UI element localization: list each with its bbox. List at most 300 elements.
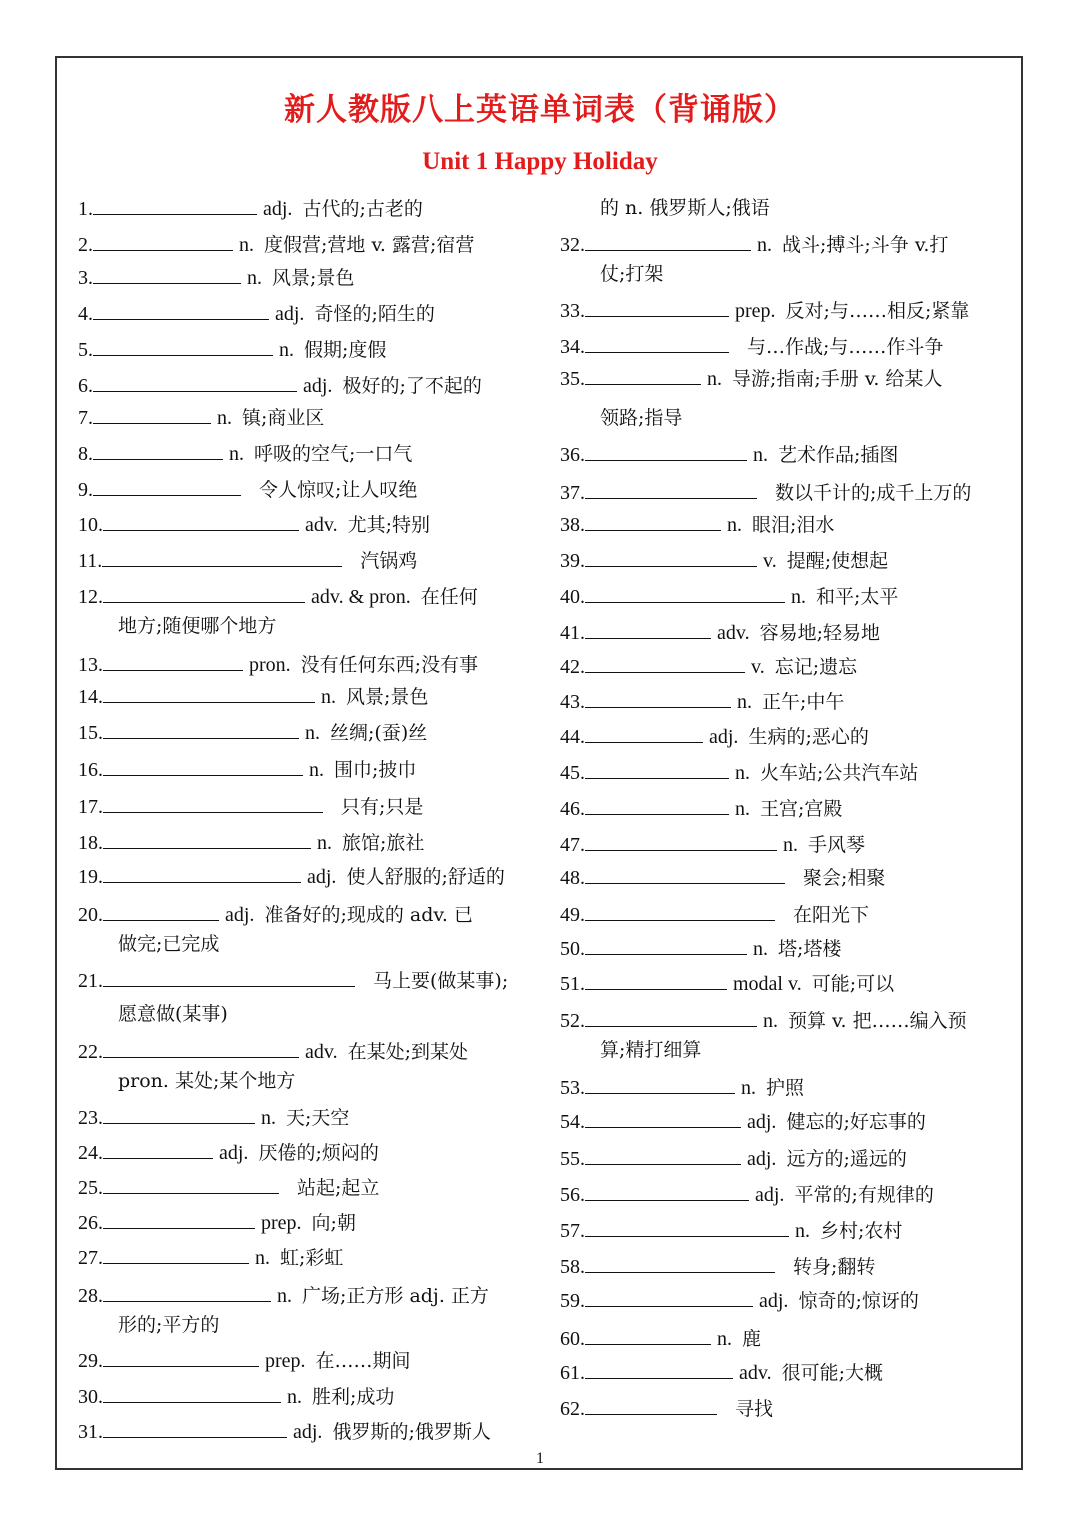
vocab-item [560, 902, 869, 927]
item-number: 48. [560, 867, 585, 889]
answer-blank[interactable] [585, 366, 701, 385]
definition: 广场;正方形 adj. 正方 [302, 1285, 489, 1307]
item-number: 23. [78, 1107, 103, 1129]
item-number: 11. [78, 550, 103, 572]
answer-blank[interactable] [585, 1326, 711, 1345]
vocab-item [560, 232, 948, 257]
definition: 准备好的;现成的 adv. 已 [264, 904, 473, 926]
part-of-speech: adj. [759, 1290, 789, 1312]
item-number: 33. [560, 300, 585, 322]
answer-blank[interactable] [585, 480, 757, 499]
answer-blank[interactable] [585, 1218, 789, 1237]
vocab-item [560, 548, 888, 573]
part-of-speech: n. [305, 722, 320, 744]
item-number: 42. [560, 656, 585, 678]
definition: 聚会;相聚 [803, 867, 886, 889]
part-of-speech: n. [287, 1386, 302, 1408]
definition: 导游;指南;手册 v. 给某人 [732, 368, 943, 390]
part-of-speech: adv. & pron. [311, 586, 411, 608]
item-number: 34. [560, 336, 585, 358]
vocab-item [78, 196, 423, 221]
definition: 奇怪的;陌生的 [314, 303, 435, 325]
definition: 和平;太平 [816, 586, 899, 608]
item-number: 60. [560, 1328, 585, 1350]
vocab-item [560, 298, 969, 323]
part-of-speech: prep. [261, 1212, 302, 1234]
vocab-item [560, 1218, 902, 1243]
vocab-item [560, 724, 869, 749]
answer-blank[interactable] [585, 1254, 775, 1273]
definition: 乡村;农村 [820, 1220, 903, 1242]
item-number: 62. [560, 1398, 585, 1420]
definition: 护照 [766, 1077, 805, 1099]
answer-blank[interactable] [585, 832, 777, 851]
part-of-speech: n. [255, 1247, 270, 1269]
part-of-speech: n. [321, 686, 336, 708]
answer-blank[interactable] [585, 442, 747, 461]
part-of-speech: prep. [735, 300, 776, 322]
item-number: 25. [78, 1177, 103, 1199]
vocab-item [78, 1384, 394, 1409]
definition: 度假营;营地 v. 露营;宿营 [264, 234, 475, 256]
definition: 提醒;使想起 [786, 550, 889, 572]
vocab-item [560, 334, 943, 359]
definition: 王宫;宫殿 [760, 798, 843, 820]
answer-blank[interactable] [585, 796, 729, 815]
definition: 容易地;轻易地 [759, 622, 880, 644]
definition: 眼泪;泪水 [752, 514, 835, 536]
vocab-item [78, 1245, 343, 1270]
vocab-item [560, 796, 842, 821]
definition: 正午;中午 [762, 691, 845, 713]
definition: 虹;彩虹 [280, 1247, 344, 1269]
definition: 在某处;到某处 [347, 1041, 468, 1063]
part-of-speech: n. [309, 759, 324, 781]
answer-blank[interactable] [585, 724, 703, 743]
definition: 预算 v. 把……编入预 [788, 1010, 967, 1032]
vocab-item [560, 480, 971, 505]
page-number: 1 [536, 1450, 544, 1467]
vocab-item [560, 1109, 926, 1134]
answer-blank[interactable] [103, 584, 305, 603]
vocab-item [78, 548, 417, 573]
item-number: 28. [78, 1285, 103, 1307]
answer-blank[interactable] [585, 1075, 735, 1094]
vocab-item [560, 1360, 883, 1385]
answer-blank[interactable] [585, 298, 729, 317]
definition: 令人惊叹;让人叹绝 [259, 479, 418, 501]
answer-blank[interactable] [103, 902, 219, 921]
item-number: 30. [78, 1386, 103, 1408]
answer-blank[interactable] [93, 337, 273, 356]
part-of-speech: n. [757, 234, 772, 256]
answer-blank[interactable] [585, 1146, 741, 1165]
part-of-speech: n. [717, 1328, 732, 1350]
vocab-item [78, 373, 482, 398]
answer-blank[interactable] [93, 373, 297, 392]
definition: 很可能;大概 [781, 1362, 883, 1384]
answer-blank[interactable] [103, 1039, 299, 1058]
definition: 极好的;了不起的 [342, 375, 482, 397]
part-of-speech: adj. [293, 1421, 323, 1443]
definition: 古代的;古老的 [302, 198, 423, 220]
part-of-speech: modal v. [733, 973, 802, 995]
definition-continued: 领路;指导 [600, 407, 683, 429]
part-of-speech: n. [763, 1010, 778, 1032]
vocab-item [78, 1105, 349, 1130]
definition: 旅馆;旅社 [342, 832, 425, 854]
item-number: 57. [560, 1220, 585, 1242]
definition-continued: 愿意做(某事) [118, 1003, 228, 1025]
part-of-speech: adj. [263, 198, 293, 220]
vocab-item [78, 830, 424, 855]
definition: 使人舒服的;舒适的 [346, 866, 505, 888]
answer-blank[interactable] [103, 757, 303, 776]
definition: 数以千计的;成千上万的 [775, 482, 972, 504]
page-title: 新人教版八上英语单词表（背诵版） [284, 92, 796, 128]
answer-blank[interactable] [585, 232, 751, 251]
answer-blank[interactable] [93, 301, 269, 320]
item-number: 4. [78, 303, 93, 325]
part-of-speech: adj. [303, 375, 333, 397]
vocab-item [78, 301, 435, 326]
part-of-speech: n. [727, 514, 742, 536]
vocab-item [78, 1039, 468, 1064]
part-of-speech: adv. [305, 514, 338, 536]
answer-blank[interactable] [103, 1419, 287, 1438]
item-number: 6. [78, 375, 93, 397]
answer-blank[interactable] [103, 1105, 255, 1124]
answer-blank[interactable] [93, 265, 241, 284]
definition: 与…作战;与……作斗争 [747, 336, 944, 358]
vocab-item [78, 652, 478, 677]
definition: 丝绸;(蚕)丝 [330, 722, 428, 744]
answer-blank[interactable] [103, 1348, 259, 1367]
definition: 忘记;遗忘 [774, 656, 858, 678]
part-of-speech: adj. [219, 1142, 249, 1164]
part-of-speech: n. [753, 938, 768, 960]
definition: 风景;景色 [272, 267, 355, 289]
definition: 天;天空 [286, 1107, 350, 1129]
answer-blank[interactable] [103, 830, 311, 849]
item-number: 29. [78, 1350, 103, 1372]
item-number: 7. [78, 407, 93, 429]
item-number: 38. [560, 514, 585, 536]
answer-blank[interactable] [585, 689, 731, 708]
part-of-speech: n. [239, 234, 254, 256]
definition: 假期;度假 [304, 339, 387, 361]
vocab-item [560, 865, 885, 890]
part-of-speech: adj. [307, 866, 337, 888]
part-of-speech: adv. [305, 1041, 338, 1063]
definition: 向;朝 [311, 1212, 356, 1234]
answer-blank[interactable] [93, 405, 211, 424]
definition: 塔;塔楼 [778, 938, 842, 960]
definition: 转身;翻转 [793, 1256, 876, 1278]
answer-blank[interactable] [585, 654, 745, 673]
part-of-speech: n. [791, 586, 806, 608]
definition: 呼吸的空气;一口气 [254, 443, 413, 465]
part-of-speech: n. [707, 368, 722, 390]
item-number: 31. [78, 1421, 103, 1443]
answer-blank[interactable] [585, 865, 785, 884]
part-of-speech: n. [217, 407, 232, 429]
item-number: 35. [560, 368, 585, 390]
item-number: 21. [78, 970, 103, 992]
part-of-speech: adj. [709, 726, 739, 748]
part-of-speech: adj. [747, 1111, 777, 1133]
vocab-item [560, 1326, 761, 1351]
vocab-item [560, 512, 834, 537]
item-number: 15. [78, 722, 103, 744]
answer-blank[interactable] [103, 684, 315, 703]
vocab-item [78, 1419, 491, 1444]
vocab-item [560, 654, 857, 679]
definition-continued: 算;精打细算 [600, 1039, 702, 1061]
definition: 在任何 [420, 586, 478, 608]
vocab-item [78, 232, 474, 257]
item-number: 13. [78, 654, 103, 676]
answer-blank[interactable] [585, 1008, 757, 1027]
definition-continued: 做完;已完成 [118, 933, 220, 955]
answer-blank[interactable] [102, 548, 342, 567]
vocab-item [560, 936, 841, 961]
answer-blank[interactable] [585, 548, 757, 567]
item-number: 46. [560, 798, 585, 820]
item-number: 16. [78, 759, 103, 781]
answer-blank[interactable] [585, 584, 785, 603]
answer-blank[interactable] [93, 477, 241, 496]
part-of-speech: pron. [249, 654, 291, 676]
answer-blank[interactable] [103, 1283, 271, 1302]
item-number: 54. [560, 1111, 585, 1133]
vocab-item [560, 1146, 907, 1171]
item-number: 37. [560, 482, 585, 504]
answer-blank[interactable] [585, 1396, 717, 1415]
definition: 战斗;搏斗;斗争 v.打 [782, 234, 949, 256]
answer-blank[interactable] [93, 196, 257, 215]
definition: 汽锅鸡 [360, 550, 418, 572]
answer-blank[interactable] [103, 1384, 281, 1403]
definition: 站起;起立 [297, 1177, 380, 1199]
definition: 的 n. 俄罗斯人;俄语 [600, 197, 770, 219]
item-number: 59. [560, 1290, 585, 1312]
definition: 可能;可以 [811, 973, 895, 995]
vocab-item [78, 1175, 379, 1200]
item-number: 58. [560, 1256, 585, 1278]
part-of-speech: n. [229, 443, 244, 465]
item-number: 14. [78, 686, 103, 708]
item-number: 52. [560, 1010, 585, 1032]
vocab-item [78, 512, 430, 537]
item-number: 47. [560, 834, 585, 856]
definition: 生病的;恶心的 [748, 726, 869, 748]
item-number: 32. [560, 234, 585, 256]
answer-blank[interactable] [103, 720, 299, 739]
definition: 平常的;有规律的 [794, 1184, 934, 1206]
definition: 鹿 [742, 1328, 762, 1350]
definition: 尤其;特别 [347, 514, 430, 536]
vocab-item [560, 366, 942, 391]
item-number: 49. [560, 904, 585, 926]
item-number: 27. [78, 1247, 103, 1269]
answer-blank[interactable] [585, 971, 727, 990]
definition: 风景;景色 [346, 686, 429, 708]
vocab-item [78, 1348, 411, 1373]
item-number: 8. [78, 443, 93, 465]
vocab-item [78, 441, 412, 466]
answer-blank[interactable] [585, 1182, 749, 1201]
part-of-speech: adv. [739, 1362, 772, 1384]
vocab-item [78, 757, 416, 782]
part-of-speech: n. [741, 1077, 756, 1099]
item-number: 20. [78, 904, 103, 926]
vocab-item [78, 968, 508, 993]
vocab-item [78, 1283, 489, 1308]
unit-heading: Unit 1 Happy Holiday [422, 148, 658, 175]
part-of-speech: adj. [275, 303, 305, 325]
part-of-speech: v. [751, 656, 765, 678]
part-of-speech: n. [317, 832, 332, 854]
part-of-speech: adj. [755, 1184, 785, 1206]
definition: 惊奇的;惊讶的 [798, 1290, 919, 1312]
vocab-item [78, 405, 324, 430]
answer-blank[interactable] [585, 760, 729, 779]
definition: 马上要(做某事); [373, 970, 509, 992]
part-of-speech: n. [277, 1285, 292, 1307]
definition: 寻找 [735, 1398, 774, 1420]
vocab-item [560, 1008, 967, 1033]
item-number: 39. [560, 550, 585, 572]
answer-blank[interactable] [93, 441, 223, 460]
part-of-speech: n. [261, 1107, 276, 1129]
answer-blank[interactable] [103, 864, 301, 883]
item-number: 26. [78, 1212, 103, 1234]
vocab-item [560, 1075, 804, 1100]
definition: 镇;商业区 [242, 407, 325, 429]
vocab-item [78, 477, 417, 502]
vocab-item [78, 794, 423, 819]
item-number: 43. [560, 691, 585, 713]
answer-blank[interactable] [103, 968, 355, 987]
item-number: 3. [78, 267, 93, 289]
part-of-speech: n. [783, 834, 798, 856]
definition: 艺术作品;插图 [778, 444, 899, 466]
answer-blank[interactable] [585, 936, 747, 955]
answer-blank[interactable] [585, 902, 775, 921]
definition: 远方的;遥远的 [786, 1148, 907, 1170]
answer-blank[interactable] [585, 334, 729, 353]
answer-blank[interactable] [103, 794, 323, 813]
vocab-item [78, 864, 505, 889]
vocab-item [560, 760, 918, 785]
answer-blank[interactable] [585, 620, 711, 639]
item-number: 36. [560, 444, 585, 466]
answer-blank[interactable] [103, 652, 243, 671]
answer-blank[interactable] [103, 1140, 213, 1159]
definition: 厌倦的;烦闷的 [258, 1142, 379, 1164]
item-number: 19. [78, 866, 103, 888]
answer-blank[interactable] [585, 1288, 753, 1307]
vocab-item [78, 265, 354, 290]
definition: 健忘的;好忘事的 [786, 1111, 926, 1133]
part-of-speech: n. [753, 444, 768, 466]
answer-blank[interactable] [103, 1175, 279, 1194]
item-number: 9. [78, 479, 93, 501]
item-number: 5. [78, 339, 93, 361]
part-of-speech: n. [735, 798, 750, 820]
vocab-item [78, 1210, 356, 1235]
item-number: 22. [78, 1041, 103, 1063]
definition: 反对;与……相反;紧靠 [785, 300, 970, 322]
definition-continued: 地方;随便哪个地方 [118, 615, 277, 637]
definition: 俄罗斯的;俄罗斯人 [332, 1421, 491, 1443]
item-number: 24. [78, 1142, 103, 1164]
definition-continued: pron. 某处;某个地方 [118, 1070, 296, 1092]
definition-continued: 仗;打架 [600, 263, 664, 285]
definition: 在……期间 [315, 1350, 411, 1372]
answer-blank[interactable] [103, 1210, 255, 1229]
item-number: 56. [560, 1184, 585, 1206]
vocab-item [560, 1254, 875, 1279]
item-number: 51. [560, 973, 585, 995]
answer-blank[interactable] [103, 512, 299, 531]
part-of-speech: n. [737, 691, 752, 713]
definition-continued: 形的;平方的 [118, 1314, 220, 1336]
vocab-item [78, 684, 428, 709]
definition: 围巾;披巾 [334, 759, 417, 781]
answer-blank[interactable] [93, 232, 233, 251]
definition: 手风琴 [808, 834, 866, 856]
vocab-item [560, 584, 898, 609]
part-of-speech: v. [763, 550, 777, 572]
item-number: 53. [560, 1077, 585, 1099]
vocab-item [560, 832, 865, 857]
item-number: 2. [78, 234, 93, 256]
vocab-item [78, 1140, 379, 1165]
vocab-item [560, 1396, 773, 1421]
part-of-speech: n. [279, 339, 294, 361]
definition: 火车站;公共汽车站 [760, 762, 919, 784]
part-of-speech: prep. [265, 1350, 306, 1372]
item-number: 50. [560, 938, 585, 960]
part-of-speech: adj. [747, 1148, 777, 1170]
part-of-speech: adj. [225, 904, 255, 926]
answer-blank[interactable] [585, 512, 721, 531]
item-number: 61. [560, 1362, 585, 1384]
vocab-item [78, 337, 386, 362]
vocab-item [560, 1182, 934, 1207]
vocab-item [560, 442, 898, 467]
item-number: 12. [78, 586, 103, 608]
vocab-item [560, 971, 894, 996]
definition: 在阳光下 [793, 904, 870, 926]
vocab-item [600, 196, 770, 220]
answer-blank[interactable] [103, 1245, 249, 1264]
answer-blank[interactable] [585, 1109, 741, 1128]
item-number: 55. [560, 1148, 585, 1170]
vocab-item [560, 1288, 919, 1313]
item-number: 1. [78, 198, 93, 220]
item-number: 10. [78, 514, 103, 536]
part-of-speech: n. [795, 1220, 810, 1242]
definition: 没有任何东西;没有事 [300, 654, 479, 676]
definition: 只有;只是 [341, 796, 424, 818]
vocab-item [560, 620, 880, 645]
answer-blank[interactable] [585, 1360, 733, 1379]
item-number: 17. [78, 796, 103, 818]
vocab-item [78, 720, 427, 745]
